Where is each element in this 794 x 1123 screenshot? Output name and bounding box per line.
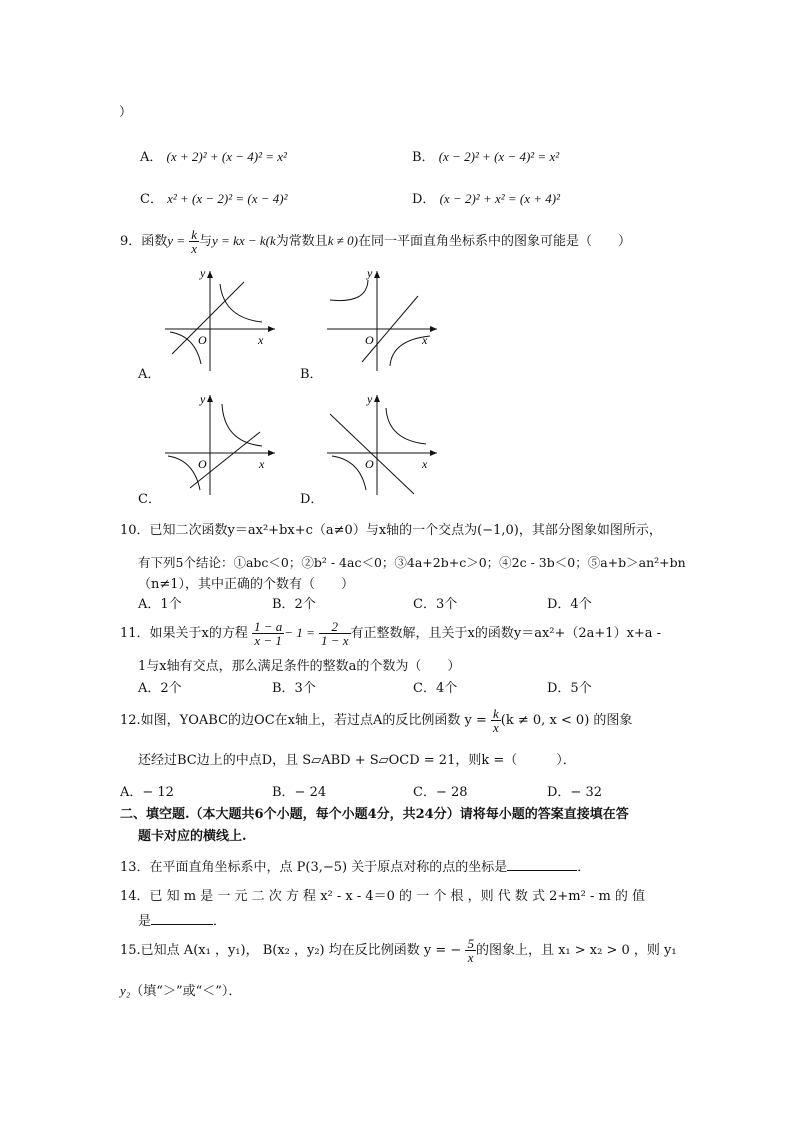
q11-option-c[interactable]: C．4个 <box>413 681 458 696</box>
option-expr: (x + 2)² + (x − 4)² = x² <box>166 149 287 164</box>
q10-option-b[interactable]: B．2个 <box>272 597 316 612</box>
question-number: 9． <box>120 234 142 249</box>
q15-stem-line2 <box>120 982 241 1001</box>
fraction-1 <box>252 620 284 647</box>
q9-option-a-label[interactable]: A． <box>138 367 161 382</box>
q12-option-a[interactable]: A．− 12 <box>120 785 174 800</box>
q9-graph-c[interactable] <box>160 390 280 500</box>
stem-text: 11．如果关于x的方程 <box>120 626 248 641</box>
stem-text: 13．在平面直角坐标系中，点 P(3,−5) 关于原点对称的点的坐标是 <box>120 860 508 875</box>
option-label: D． <box>412 192 436 207</box>
numerator: k <box>191 227 198 242</box>
q8-option-c[interactable] <box>140 190 288 209</box>
x-axis-label: x <box>422 333 428 347</box>
math-text: y₂ <box>120 983 131 998</box>
q15-stem-line1 <box>120 934 677 968</box>
q9-graph-d[interactable] <box>322 390 442 500</box>
q12-stem-line1 <box>120 704 632 738</box>
stem-text: （填“＞”或“＜”）． <box>130 984 242 999</box>
stem-text: 的图象上，且 x₁ > x₂ > 0 ，则 y₁ <box>475 943 677 958</box>
option-label: A． <box>140 150 163 165</box>
q12-option-d[interactable]: D．− 32 <box>547 785 602 800</box>
q9-option-b-label[interactable]: B． <box>300 367 323 382</box>
fraction-2 <box>319 620 351 647</box>
origin-label: O <box>365 333 374 347</box>
q14-answer-blank[interactable] <box>151 910 213 925</box>
section-2-heading-line2: 题卡对应的横线上. <box>138 829 247 844</box>
q11-stem-line2: 1与x轴有交点，那么满足条件的整数a的个数为（ ） <box>138 659 461 674</box>
q9-graph-b[interactable] <box>322 266 442 376</box>
y-axis-label: y <box>367 392 373 406</box>
option-label: C． <box>140 192 163 207</box>
q12-option-c[interactable]: C．− 28 <box>413 785 468 800</box>
q8-option-a[interactable] <box>140 148 287 167</box>
continuation-paren: ） <box>119 105 133 120</box>
q12-option-b[interactable]: B．− 24 <box>272 785 327 800</box>
q8-option-d[interactable] <box>412 190 560 209</box>
stem-text: 在同一平面直角坐标系中的图象可能是（ ） <box>358 234 632 249</box>
q10-option-d[interactable]: D．4个 <box>547 597 592 612</box>
q12-stem-line2: 还经过BC边上的中点D，且 S▱ABD + S▱OCD = 21，则k =（ ）． <box>138 753 576 768</box>
q9-option-c-label[interactable]: C． <box>138 492 161 507</box>
denominator: x <box>191 241 198 256</box>
stem-text: 有正整数解，且关于x的函数y＝ax²+（2a+1）x+a - <box>350 626 662 641</box>
stem-text: ． <box>577 860 591 875</box>
q11-option-d[interactable]: D．5个 <box>547 681 592 696</box>
fraction-k-over-x <box>491 707 501 734</box>
section-2-heading-line1: 二、填空题.（本大题共6个小题，每个小题4分，共24分）请将每小题的答案直接填在答 <box>120 807 629 822</box>
q9-option-d-label[interactable]: D． <box>300 492 324 507</box>
stem-text: 15.已知点 A(x₁ ，y₁)， B(x₂ ，y₂) 均在反比例函数 y = − <box>120 943 462 958</box>
q10-option-a[interactable]: A．1个 <box>138 597 182 612</box>
option-expr: (x − 2)² + x² = (x + 4)² <box>439 191 560 206</box>
x-axis-label: x <box>259 457 265 471</box>
numerator: k <box>493 706 499 721</box>
y-axis-label: y <box>200 266 206 280</box>
q14-stem-line1: 14．已 知 m 是 一 元 二 次 方 程 x² - x - 4＝0 的 一 个 根 ，则 代 数 式 2+m² - m 的 值 <box>120 889 646 904</box>
math-text: y = <box>167 233 186 248</box>
stem-text: 函数 <box>141 234 168 249</box>
q9-graph-a[interactable] <box>160 266 280 376</box>
stem-text: (k ≠ 0, x < 0) 的图象 <box>500 713 633 728</box>
fraction-k-over-x <box>189 228 199 255</box>
q13-answer-blank[interactable] <box>507 856 577 871</box>
denominator: 1 − x <box>320 633 349 648</box>
q10-stem-line1: 10．已知二次函数y＝ax²+bx+c（a≠0）与x轴的一个交点为(−1,0)，其部分图象如图所示， <box>120 523 662 538</box>
q10-option-c[interactable]: C．3个 <box>413 597 458 612</box>
numerator: 1 − a <box>254 619 283 634</box>
origin-label: O <box>198 457 207 471</box>
x-axis-label: x <box>258 333 264 347</box>
q11-option-a[interactable]: A．2个 <box>138 681 182 696</box>
option-expr: x² + (x − 2)² = (x − 4)² <box>167 191 288 206</box>
q10-stem-line2: 有下列5个结论：①abc＜0；②b² - 4ac＜0；③4a+2b+c＞0；④2c - 3b＜0；⑤a+b＞an²+bn <box>138 555 686 570</box>
q11-stem-line1 <box>120 616 661 651</box>
denominator: x <box>493 720 499 735</box>
x-axis-label: x <box>422 457 428 471</box>
q14-stem-line2 <box>138 910 226 931</box>
numerator: 5 <box>467 936 474 951</box>
y-axis-label: y <box>367 266 373 280</box>
math-text: y = kx − k(k <box>212 233 276 248</box>
q9-stem <box>120 226 631 257</box>
option-expr: (x − 2)² + (x − 4)² = x² <box>438 149 560 164</box>
stem-text: 为常数且 <box>275 234 328 249</box>
math-text: − 1 = <box>284 625 315 640</box>
origin-label: O <box>365 457 374 471</box>
stem-text: 是 <box>138 914 152 929</box>
y-axis-label: y <box>200 392 206 406</box>
fraction-5-over-x <box>465 937 476 964</box>
q13-stem <box>120 856 590 877</box>
math-text: k ≠ 0) <box>327 233 359 248</box>
numerator: 2 <box>319 620 351 634</box>
q10-stem-line3: （n≠1），其中正确的个数有（ ） <box>138 577 355 592</box>
stem-text: ． <box>213 914 227 929</box>
q8-option-b[interactable] <box>412 148 559 167</box>
stem-text: 12.如图，YOABC的边OC在x轴上，若过点A的反比例函数 y = <box>120 713 487 728</box>
origin-label: O <box>198 333 207 347</box>
option-label: B． <box>412 150 435 165</box>
q11-option-b[interactable]: B．3个 <box>272 681 316 696</box>
denominator: x <box>467 950 474 965</box>
stem-text: 与 <box>199 234 213 249</box>
denominator: x − 1 <box>254 633 282 648</box>
